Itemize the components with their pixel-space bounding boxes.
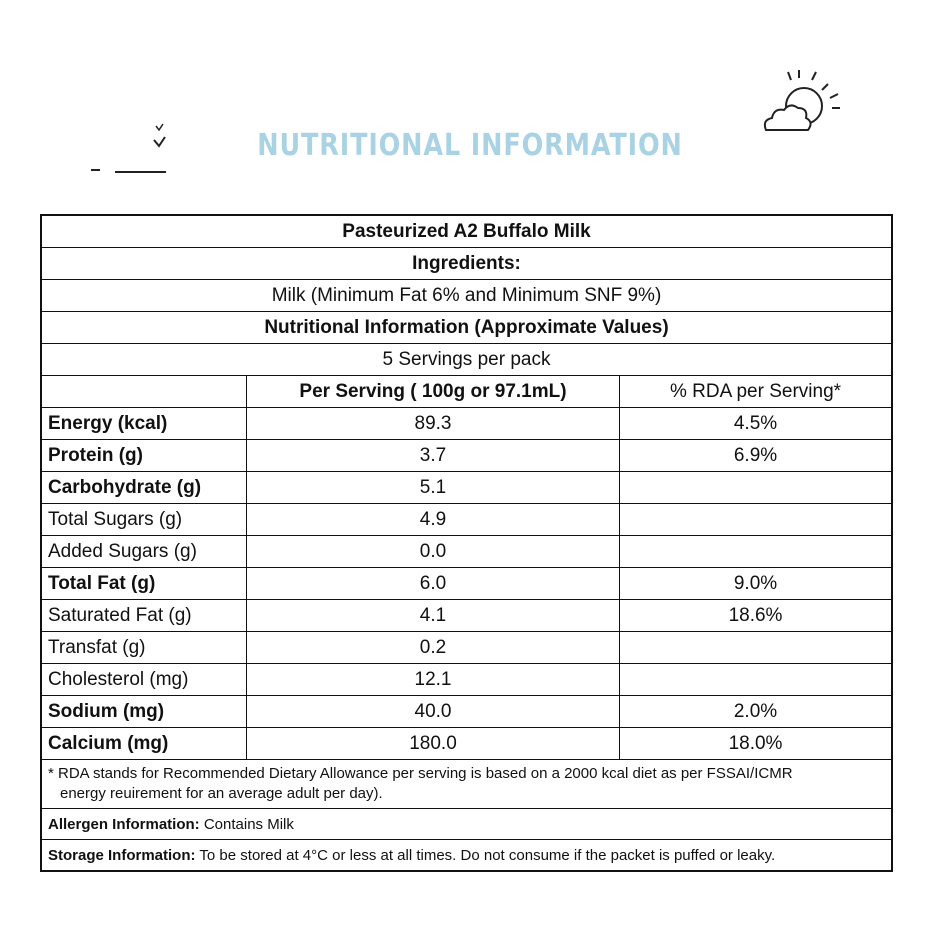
table-row (41, 504, 892, 536)
footnote-line-1: * RDA stands for Recommended Dietary Allowance per serving is based on a 2000 kcal diet as per FSSAI/ICMR (48, 765, 793, 782)
row-rda: 4.5% (620, 408, 893, 440)
allergen-row (41, 809, 892, 840)
row-rda: 6.9% (620, 440, 893, 472)
table-row (41, 472, 892, 504)
row-value: 89.3 (247, 408, 620, 440)
row-rda: 18.0% (620, 728, 893, 760)
table-row (41, 280, 892, 312)
rda-footnote (41, 760, 892, 809)
storage-info (41, 840, 892, 872)
row-label: Added Sugars (g) (41, 536, 247, 568)
row-value: 3.7 (247, 440, 620, 472)
page-title: NUTRITIONAL INFORMATION (257, 128, 683, 163)
table-row (41, 568, 892, 600)
table-row (41, 664, 892, 696)
row-label: Protein (g) (41, 440, 247, 472)
row-label: Calcium (mg) (41, 728, 247, 760)
row-label: Total Sugars (g) (41, 504, 247, 536)
row-rda (620, 504, 893, 536)
nutrition-table (40, 214, 893, 872)
table-row (41, 248, 892, 280)
servings-text: 5 Servings per pack (41, 344, 892, 376)
table-row (41, 600, 892, 632)
row-label: Total Fat (g) (41, 568, 247, 600)
row-value: 40.0 (247, 696, 620, 728)
storage-row (41, 840, 892, 872)
row-value: 4.1 (247, 600, 620, 632)
allergen-value: Contains Milk (199, 815, 294, 833)
row-rda: 9.0% (620, 568, 893, 600)
table-row (41, 440, 892, 472)
table-header-row (41, 376, 892, 408)
allergen-info (41, 809, 892, 840)
table-row (41, 696, 892, 728)
row-rda (620, 632, 893, 664)
row-label: Carbohydrate (g) (41, 472, 247, 504)
row-label: Energy (kcal) (41, 408, 247, 440)
row-value: 180.0 (247, 728, 620, 760)
table-row (41, 632, 892, 664)
row-value: 0.2 (247, 632, 620, 664)
table-row (41, 728, 892, 760)
row-label: Saturated Fat (g) (41, 600, 247, 632)
row-rda (620, 472, 893, 504)
row-value: 12.1 (247, 664, 620, 696)
storage-label: Storage Information: (48, 846, 196, 864)
header-empty-cell (41, 376, 247, 408)
nutrition-heading: Nutritional Information (Approximate Values) (41, 312, 892, 344)
row-value: 5.1 (247, 472, 620, 504)
table-row (41, 408, 892, 440)
row-label: Cholesterol (mg) (41, 664, 247, 696)
table-row (41, 312, 892, 344)
row-value: 6.0 (247, 568, 620, 600)
row-label: Sodium (mg) (41, 696, 247, 728)
footnote-line-2: energy reuirement for an average adult per day). (60, 785, 383, 802)
column-header-rda: % RDA per Serving* (620, 376, 893, 408)
row-rda (620, 664, 893, 696)
row-rda (620, 536, 893, 568)
footnote-row (41, 760, 892, 809)
row-value: 0.0 (247, 536, 620, 568)
storage-value: To be stored at 4°C or less at all times. Do not consume if the packet is puffed or leaky. (195, 846, 776, 864)
product-name: Pasteurized A2 Buffalo Milk (41, 215, 892, 248)
ingredients-text: Milk (Minimum Fat 6% and Minimum SNF 9%) (41, 280, 892, 312)
row-label: Transfat (g) (41, 632, 247, 664)
allergen-label: Allergen Information: (48, 815, 200, 833)
ingredients-heading: Ingredients: (41, 248, 892, 280)
table-row (41, 344, 892, 376)
table-row (41, 536, 892, 568)
column-header-per-serving: Per Serving ( 100g or 97.1mL) (247, 376, 620, 408)
row-rda: 2.0% (620, 696, 893, 728)
row-value: 4.9 (247, 504, 620, 536)
row-rda: 18.6% (620, 600, 893, 632)
table-row (41, 215, 892, 248)
